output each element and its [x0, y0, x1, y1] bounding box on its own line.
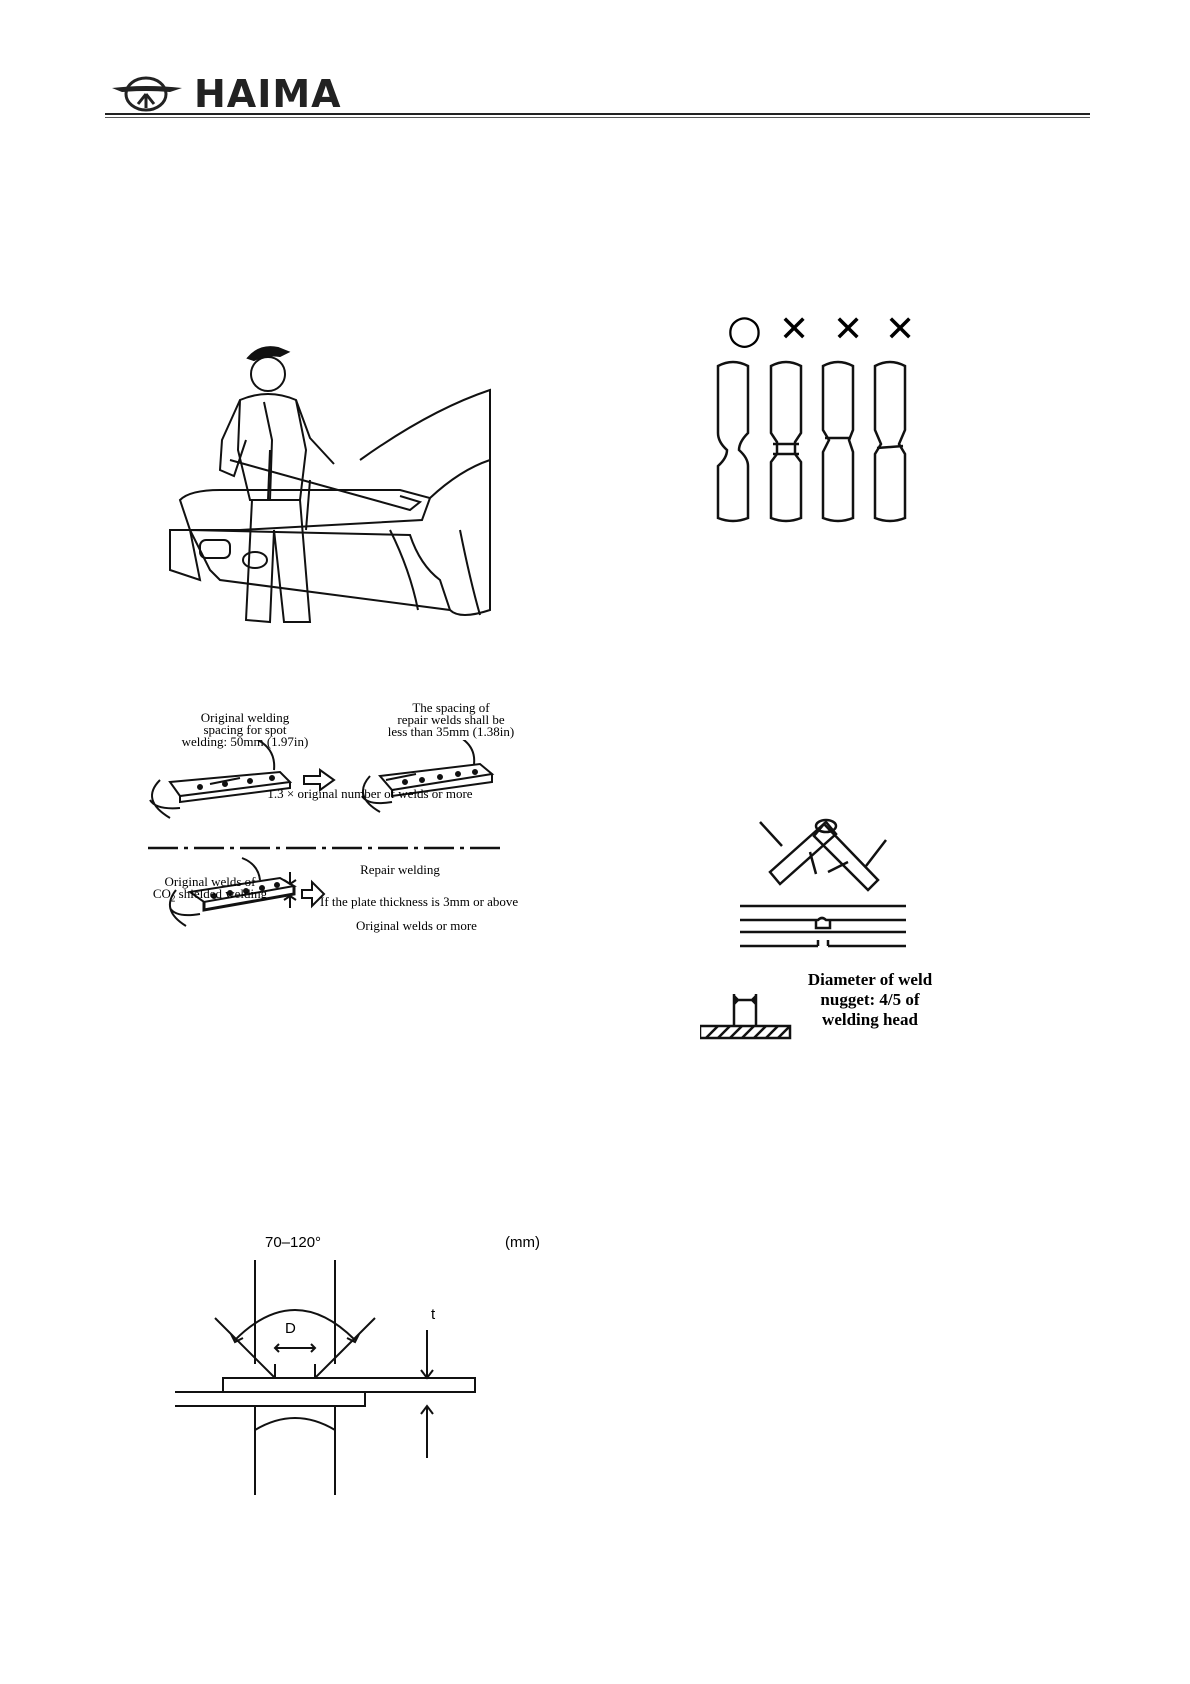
co2-welds-label: Original welds of $CO_2$ shielded welding	[152, 874, 268, 904]
angle-label: 70–120°	[265, 1234, 322, 1251]
mark-ng-1: ✕	[779, 309, 810, 350]
mark-ng-2: ✕	[833, 309, 864, 350]
tip-shape-test-figure	[703, 308, 1003, 548]
repair-spacing-label: The spacing of repair welds shall be less than 35mm (1.38in)	[387, 700, 515, 739]
header-rule	[105, 113, 1090, 115]
thickness-label: If the plate thickness is 3mm or above	[320, 894, 519, 909]
repair-welding-label: Repair welding	[360, 862, 440, 877]
original-or-more-label: Original welds or more	[356, 918, 477, 933]
haima-logo	[110, 70, 360, 118]
thickness-label: t	[431, 1306, 436, 1323]
weld-nugget-figure	[700, 800, 980, 1055]
mark-ok: ○	[727, 307, 762, 353]
weld-spacing-figure	[130, 700, 570, 990]
multiplier-label: 1.3 × original number of welds or more	[267, 786, 473, 801]
electrode-tip-figure	[175, 1230, 560, 1495]
header-rule-thin	[105, 117, 1090, 118]
worker-welding-illustration	[160, 330, 530, 640]
unit-label: (mm)	[505, 1234, 540, 1251]
diameter-label: D	[285, 1320, 296, 1337]
mark-ng-3: ✕	[885, 309, 916, 350]
original-spacing-label: Original welding spacing for spot welding: 50mm (1.97in)	[181, 710, 309, 749]
nugget-label: Diameter of weld nugget: 4/5 of welding head	[807, 970, 933, 1029]
brand-name: HAIMA	[194, 72, 342, 116]
haima-emblem-icon	[110, 70, 190, 118]
